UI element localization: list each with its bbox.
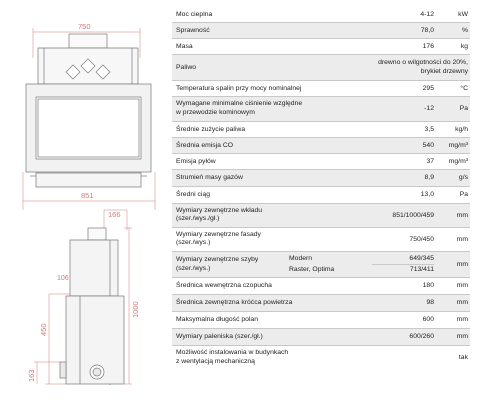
spec-value: 180: [422, 282, 434, 289]
spec-value: 851/1000/459: [392, 212, 434, 219]
spec-label: Wymiary zewnętrzne wkładu: [176, 207, 263, 214]
spec-unit: mm: [456, 212, 468, 219]
spec-row-efficiency: [172, 23, 470, 39]
spec-unit: kW: [458, 11, 468, 18]
spec-value: 8,9: [424, 174, 434, 181]
spec-unit: Pa: [459, 105, 468, 112]
spec-label: Strumień masy gazów: [176, 174, 243, 181]
spec-value: 13,0: [420, 191, 434, 198]
spec-label-line2: w przewodzie kominowym: [176, 109, 255, 116]
spec-label-line2: (szer./wys./gł.): [176, 215, 220, 222]
spec-row-air-inlet-diameter: [172, 295, 470, 312]
side-height-low-label: 106: [57, 275, 69, 282]
spec-label: Średni ciąg: [176, 191, 211, 198]
spec-row-draught-pressure: [172, 97, 470, 122]
spec-value-line2: 713/411: [409, 266, 434, 273]
spec-value: -12: [424, 105, 434, 112]
spec-unit: °C: [460, 85, 468, 92]
spec-unit: kg: [460, 43, 468, 50]
spec-row-mass: [172, 39, 470, 55]
spec-label: Średnica wewnętrzna czopucha: [176, 282, 272, 289]
spec-value: 750/450: [409, 236, 434, 243]
spec-unit: mg/m³: [448, 142, 468, 149]
side-depth-top-label: 166: [108, 210, 121, 219]
spec-unit: mm: [456, 316, 468, 323]
spec-row-dust-emission: [172, 154, 470, 170]
spec-variant-modern: Modern: [289, 255, 313, 262]
spec-row-insert-dimensions: [172, 204, 470, 228]
spec-value: 37: [426, 158, 434, 165]
spec-row-average-draught: [172, 187, 470, 204]
spec-label: Paliwo: [176, 64, 197, 71]
spec-unit: Pa: [459, 191, 468, 198]
spec-value: 649/345: [409, 255, 434, 262]
spec-unit: mm: [456, 299, 468, 306]
spec-label: Wymiary zewnętrzne szyby: [176, 256, 259, 263]
spec-table: [172, 8, 470, 370]
spec-value: 4-12: [420, 11, 434, 18]
spec-unit: mm: [456, 236, 468, 243]
spec-variant-raster-optima: Raster, Optima: [289, 266, 335, 273]
spec-label: Średnica zewnętrzna króćca powietrza: [176, 299, 293, 306]
spec-label: Średnie zużycie paliwa: [176, 126, 246, 133]
spec-row-fuel-consumption: [172, 122, 470, 138]
technical-drawings: [0, 0, 168, 416]
spec-label: Wymiary zewnętrzne fasady: [176, 231, 261, 238]
spec-label: Sprawność: [176, 27, 210, 34]
side-height-right-label: 1000: [131, 301, 140, 318]
spec-row-gas-mass-flow: [172, 170, 470, 187]
spec-value: 540: [422, 142, 434, 149]
spec-value: 600/260: [409, 333, 434, 340]
spec-label-line2: (szer./wys.): [176, 239, 211, 246]
spec-row-glass-dimensions: [172, 252, 470, 278]
spec-value: 600: [422, 316, 434, 323]
spec-label: Wymagane minimalne ciśnienie względne: [176, 100, 303, 107]
spec-row-log-length: [172, 312, 470, 329]
spec-subdivider: [372, 264, 434, 265]
spec-unit: mm: [456, 282, 468, 289]
spec-label: Wymiary paleniska (szer./gł.): [176, 333, 263, 340]
spec-label: Temperatura spalin przy mocy nominalnej: [176, 85, 302, 92]
spec-unit: %: [461, 27, 468, 34]
front-width-top-label: 750: [78, 22, 91, 31]
spec-label: Średnia emisja CO: [176, 142, 234, 149]
spec-row-mechanical-ventilation: [172, 346, 470, 370]
spec-row-flue-temp: [172, 81, 470, 97]
spec-row-fuel: [172, 55, 470, 81]
spec-value-line2: brykiet drzewny: [420, 68, 468, 75]
front-width-bottom-label: 851: [81, 191, 94, 200]
spec-row-flue-diameter: [172, 278, 470, 295]
side-view-drawing: [34, 210, 132, 385]
spec-label: Możliwość instalowania w budynkach: [176, 349, 289, 356]
spec-label: Masa: [176, 43, 193, 50]
spec-row-co-emission: [172, 138, 470, 154]
spec-unit: mm: [456, 261, 468, 268]
spec-value: 3,5: [424, 126, 434, 133]
spec-label: Moc cieplna: [176, 11, 213, 18]
spec-value: 176: [422, 43, 434, 50]
spec-label-line2: z wentylacją mechaniczną: [176, 358, 255, 365]
spec-value: 78,0: [420, 27, 434, 34]
spec-unit: mm: [456, 333, 468, 340]
side-height-mid-label: 450: [39, 323, 48, 336]
spec-row-heat-output: [172, 8, 470, 23]
spec-unit: mg/m³: [448, 158, 468, 165]
spec-label: Maksymalna długość polan: [176, 316, 258, 323]
spec-label-line2: (szer./wys.): [176, 265, 211, 272]
spec-value: drewno o wilgotności do 20%,: [378, 59, 468, 66]
spec-unit: g/s: [458, 174, 468, 181]
spec-value: 295: [422, 85, 434, 92]
side-height-bottom-label: 163: [27, 369, 36, 382]
spec-value: 98: [426, 299, 434, 306]
spec-row-firebox-dimensions: [172, 329, 470, 346]
front-view-drawing: [23, 28, 155, 210]
spec-unit: kg/h: [455, 126, 468, 133]
spec-row-facade-dimensions: [172, 228, 470, 252]
spec-unit: tak: [458, 354, 468, 361]
spec-label: Emisja pyłów: [176, 158, 216, 165]
